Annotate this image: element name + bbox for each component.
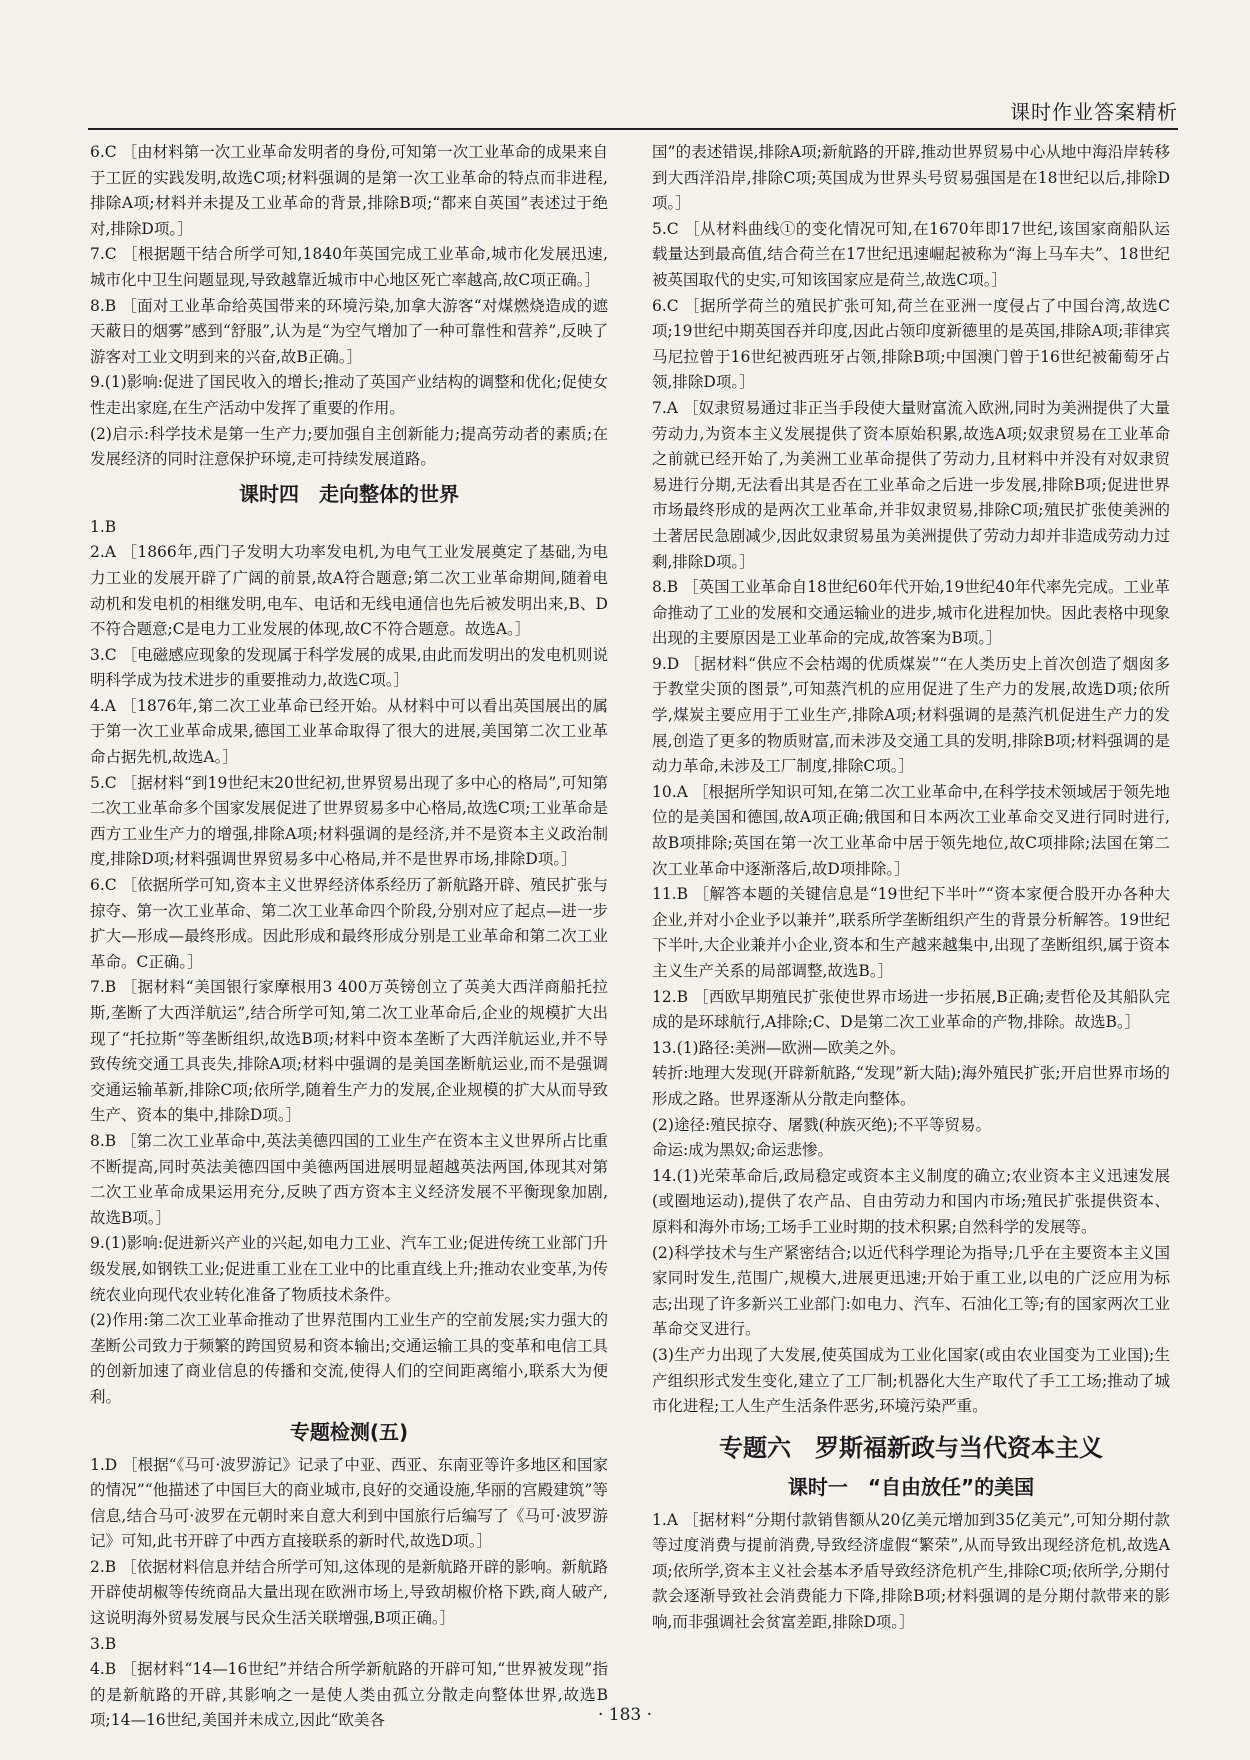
answer-paragraph: 14.(1)光荣革命后,政局稳定或资本主义制度的确立;农业资本主义迅速发展(或圈地运动),提供了农产品、自由劳动力和国内市场;殖民扩张提供资本、原料和海外市场;工场手工业时期的技术积累;自然科学的发展等。 (652, 1166, 1170, 1236)
answer-paragraph: 3.C ［电磁感应现象的发现属于科学发展的成果,由此而发明出的发电机则说明科学成为技术进步的重要推动力,故选C项。］ (90, 645, 608, 690)
answer-paragraph: 3.B (90, 1634, 117, 1653)
answer-paragraph: 2.A ［1866年,西门子发明大功率发电机,为电气工业发展奠定了基础,为电力工业的发展开辟了广阔的前景,故A符合题意;第二次工业革命期间,随着电动机和发电机的相继发明,电车、电话和无线电通信也先后被发明出来,B、D不符合题意;C是电力工业发展的体现,故C不符合题意。故选A。］ (90, 543, 608, 639)
answer-paragraph: 8.B ［第二次工业革命中,英法美德四国的工业生产在资本主义世界所占比重不断提高,同时英法美德四国中美德两国进展明显超越英法两国,体现其对第二次工业革命成果运用充分,反映了西方资本主义经济发展不平衡现象加剧,故选B项。］ (90, 1131, 608, 1227)
section-heading: 课时一 “自由放任”的美国 (787, 1474, 1035, 1499)
answer-paragraph: 4.A ［1876年,第二次工业革命已经开始。从材料中可以看出英国展出的属于第一次工业革命成果,德国工业革命取得了很大的进展,美国第二次工业革命占据先机,故选A。］ (90, 696, 608, 767)
header-rule (88, 128, 1178, 130)
answer-paragraph: 6.C ［由材料第一次工业革命发明者的身份,可知第一次工业革命的成果来自于工匠的实践发明,故选C项;材料强调的是第一次工业革命的特点而非进程,排除A项;材料并未提及工业革命的背景,排除B项;“都来自英国”表述过于绝对,排除D项。］ (90, 143, 608, 238)
answer-paragraph: 5.C ［据材料“到19世纪末20世纪初,世界贸易出现了多中心的格局”,可知第二次工业革命多个国家发展促进了世界贸易多中心格局,故选C项;工业革命是西方工业生产力的增强,排除A项;材料强调的是经济,并不是资本主义政治制度,排除D项;材料强调世界贸易多中心格局,并不是世界市场,排除D项。］ (90, 773, 609, 869)
chapter-heading: 专题六 罗斯福新政与当代资本主义 (719, 1433, 1103, 1462)
answer-paragraph: 4.B ［据材料“14—16世纪”并结合所学新航路的开辟可知,“世界被发现”指的是新航路的开辟,其影响之一是使人类由孤立分散走向整体世界,故选B项;14—16世纪,美国并未成立,因此“欧美各 (90, 1660, 608, 1730)
answer-paragraph: 12.B ［西欧早期殖民扩张使世界市场进一步拓展,B正确;麦哲伦及其船队完成的是环球航行,A排除;C、D是第二次工业革命的产物,排除。故选B。］ (652, 987, 1170, 1032)
answer-paragraph: 8.B ［面对工业革命给英国带来的环境污染,加拿大游客“对煤燃烧造成的遮天蔽日的烟雾”感到“舒服”,认为是“为空气增加了一种可靠性和营养”,反映了游客对工业文明到来的兴奋,故B正确。］ (90, 296, 608, 366)
answer-paragraph: 9.D ［据材料“供应不会枯竭的优质煤炭”“在人类历史上首次创造了烟囱多于教堂尖顶的图景”,可知蒸汽机的应用促进了生产力的发展,故选D项;依所学,煤炭主要应用于工业生产,排除A项;材料强调的是蒸汽机促进生产力的发展,创造了更多的物质财富,而未涉及交通工具的发明,排除B项;材料强调的是动力革命,未涉及工厂制度,排除C项。］ (652, 654, 1170, 776)
answer-paragraph: 1.B (90, 517, 117, 536)
answer-paragraph: 10.A ［根据所学知识可知,在第二次工业革命中,在科学技术领域居于领先地位的是美国和德国,故A项正确;俄国和日本两次工业革命交叉进行同时进行,故B项排除;英国在第一次工业革命中居于领先地位,故C项排除;法国在第二次工业革命中逐渐落后,故D项排除。］ (652, 782, 1170, 878)
answer-paragraph: 8.B ［英国工业革命自18世纪60年代开始,19世纪40年代率先完成。工业革命推动了工业的发展和交通运输业的进步,城市化进程加快。因此表格中现象出现的主要原因是工业革命的完成,故答案为B项。］ (652, 578, 1170, 648)
answer-paragraph: 7.A ［奴隶贸易通过非正当手段使大量财富流入欧洲,同时为美洲提供了大量劳动力,为资本主义发展提供了资本原始积累,故选A项;奴隶贸易在工业革命之前就已经开始了,为美洲工业革命提供了劳动力,且材料中并没有对奴隶贸易进行分期,无法看出其是否在工业革命之后进一步发展,排除B项;促进世界市场最终形成的是两次工业革命,并非奴隶贸易,排除C项;殖民扩张使美洲的土著居民急剧减少,因此奴隶贸易虽为美洲提供了劳动力却并非造成劳动力过剩,排除D项。］ (652, 398, 1170, 571)
page-header-title: 课时作业答案精析 (1010, 100, 1178, 124)
answer-paragraph: (2)科学技术与生产紧密结合;以近代科学理论为指导;几乎在主要资本主义国家同时发生,范围广,规模大,进展更迅速;开始于重工业,以电的广泛应用为标志;出现了许多新兴工业部门:如电力、汽车、石油化工等;有的国家两次工业革命交叉进行。 (652, 1243, 1170, 1339)
left-column (90, 140, 608, 1734)
answer-paragraph: (2)途径:殖民掠夺、屠戮(种族灭绝);不平等贸易。 (652, 1115, 991, 1134)
answer-paragraph: 2.B ［依据材料信息并结合所学可知,这体现的是新航路开辟的影响。新航路开辟使胡椒等传统商品大量出现在欧洲市场上,导致胡椒价格下跌,商人破产,这说明海外贸易发展与民众生活关联增强,B项正确。］ (90, 1557, 608, 1628)
answer-paragraph: 命运:成为黑奴;命运悲惨。 (652, 1141, 833, 1160)
answer-paragraph: 1.A ［据材料“分期付款销售额从20亿美元增加到35亿美元”,可知分期付款等过度消费与提前消费,导致经济虚假“繁荣”,从而导致出现经济危机,故选A项;依所学,资本主义社会基本矛盾导致经济危机产生,排除C项;依所学,分期付款会逐渐导致社会消费能力下降,排除B项;材料强调的是分期付款带来的影响,而非强调社会贫富差距,排除D项。］ (652, 1510, 1170, 1632)
answer-paragraph: (2)启示:科学技术是第一生产力;要加强自主创新能力;提高劳动者的素质;在发展经济的同时注意保护环境,走可持续发展道路。 (90, 424, 608, 469)
answer-paragraph: 1.D ［根据“《马可·波罗游记》记录了中亚、西亚、东南亚等许多地区和国家的情况”“他描述了中国巨大的商业城市,良好的交通设施,华丽的宫殿建筑”等信息,结合马可·波罗在元朝时来自意大利到中国旅行后编写了《马可·波罗游记》可知,此书开辟了中西方直接联系的新时代,故选D项。］ (90, 1455, 608, 1551)
section-heading: 专题检测(五) (289, 1419, 409, 1444)
answer-paragraph: 9.(1)影响:促进新兴产业的兴起,如电力工业、汽车工业;促进传统工业部门升级发展,如钢铁工业;促进重工业在工业中的比重直线上升;推动农业变革,为传统农业向现代农业转化准备了物质技术条件。 (90, 1234, 608, 1304)
answer-paragraph: 6.C ［依据所学可知,资本主义世界经济体系经历了新航路开辟、殖民扩张与掠夺、第一次工业革命、第二次工业革命四个阶段,分别对应了起点—进一步扩大—形成—最终形成。因此形成和最终形成分别是工业革命和第二次工业革命。C正确。］ (90, 876, 608, 971)
section-heading: 课时四 走向整体的世界 (239, 481, 459, 506)
right-column (652, 140, 1170, 1636)
answer-paragraph: 5.C ［从材料曲线①的变化情况可知,在1670年即17世纪,该国家商船队运载量达到最高值,结合荷兰在17世纪迅速崛起被称为“海上马车夫”、18世纪被英国取代的史实,可知该国家应是荷兰,故选C项。］ (652, 219, 1170, 289)
answer-paragraph: 国”的表述错误,排除A项;新航路的开辟,推动世界贸易中心从地中海沿岸转移到大西洋沿岸,排除C项;英国成为世界头号贸易强国是在18世纪以后,排除D项。］ (652, 143, 1170, 213)
answer-paragraph: 13.(1)路径:美洲—欧洲—欧美之外。 (652, 1038, 906, 1057)
page-number: · 183 · (597, 1705, 653, 1725)
answer-paragraph: 转折:地理大发现(开辟新航路,“发现”新大陆);海外殖民扩张;开启世界市场的形成之路。世界逐渐从分散走向整体。 (652, 1064, 1170, 1108)
answer-paragraph: 11.B ［解答本题的关键信息是“19世纪下半叶”“资本家便合股开办各种大企业,并对小企业予以兼并”,联系所学垄断组织产生的背景分析解答。19世纪下半叶,大企业兼并小企业,资本和生产越来越集中,出现了垄断组织,属于资本主义生产关系的局部调整,故选B。］ (652, 885, 1171, 980)
answer-paragraph: (2)作用:第二次工业革命推动了世界范围内工业生产的空前发展;实力强大的垄断公司致力于频繁的跨国贸易和资本输出;交通运输工具的变革和电信工具的创新加速了商业信息的传播和交流,使得人们的空间距离缩小,联系大为便利。 (90, 1311, 608, 1406)
answer-paragraph: 7.C ［根据题干结合所学可知,1840年英国完成工业革命,城市化发展迅速,城市化中卫生问题显现,导致越靠近城市中心地区死亡率越高,故C项正确。］ (90, 245, 608, 289)
answer-paragraph: 6.C ［据所学荷兰的殖民扩张可知,荷兰在亚洲一度侵占了中国台湾,故选C项;19世纪中期英国吞并印度,因此占领印度新德里的是英国,排除A项;菲律宾马尼拉曾于16世纪被西班牙占领,排除B项;中国澳门曾于16世纪被葡萄牙占领,排除D项。］ (652, 296, 1170, 392)
answer-paragraph: 9.(1)影响:促进了国民收入的增长;推动了英国产业结构的调整和优化;促使女性走出家庭,在生产活动中发挥了重要的作用。 (90, 373, 608, 417)
answer-paragraph: (3)生产力出现了大发展,使英国成为工业化国家(或由农业国变为工业国);生产组织形式发生变化,建立了工厂制;机器化大生产取代了手工工场;推动了城市化进程;工人生产生活条件恶劣,环境污染严重。 (652, 1345, 1170, 1416)
answer-paragraph: 7.B ［据材料“美国银行家摩根用3 400万英镑创立了英美大西洋商船托拉斯,垄断了大西洋航运”,结合所学可知,第二次工业革命后,企业的规模扩大出现了“托拉斯”等垄断组织,故选B项;材料中资本垄断了大西洋航运业,并不导致传统交通工具丧失,排除A项;材料中强调的是美国垄断航运业,而不是强调交通运输革新,排除C项;依所学,随着生产力的发展,企业规模的扩大从而导致生产、资本的集中,排除D项。］ (90, 978, 608, 1125)
